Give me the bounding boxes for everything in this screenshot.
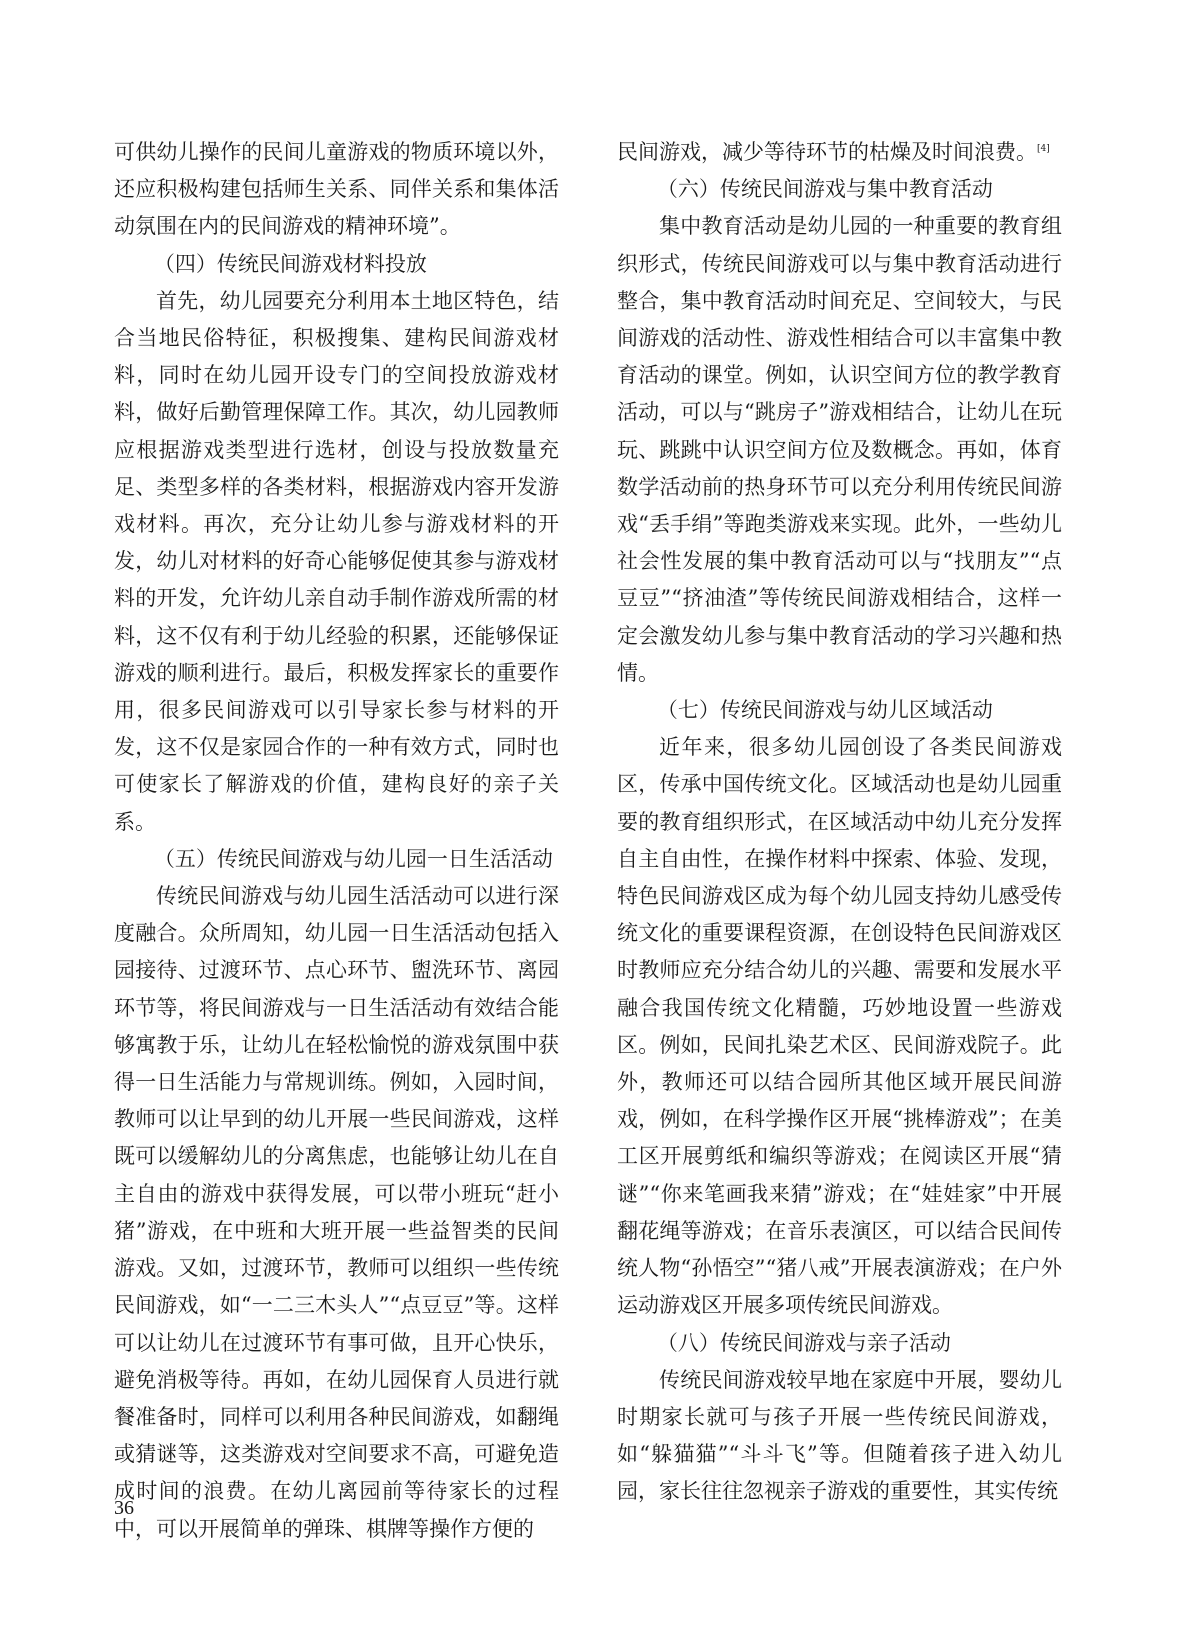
section-heading-8: （八）传统民间游戏与亲子活动 xyxy=(656,1330,951,1355)
paragraph-group-teaching: 集中教育活动是幼儿园的一种重要的教育组织形式，传统民间游戏可以与集中教育活动进行整合，集中教育活动时间充足、空间较大，与民间游戏的活动性、游戏性相结合可以丰富集中教育活动的课堂。例如，认识空间方位的教学教育活动，可以与“跳房子”游戏相结合，让幼儿在玩玩、跳跳中认识空间方位及数概念。再如，体育数学活动前的热身环节可以充分利用传统民间游戏“丢手绢”等跑类游戏来实现。此外，一些幼儿社会性发展的集中教育活动可以与“找朋友”“点豆豆”“挤油渣”等传统民间游戏相结合，这样一定会激发幼儿参与集中教育活动的学习兴趣和热情。 xyxy=(617,214,1062,685)
paragraph-area-activities: 近年来，很多幼儿园创设了各类民间游戏区，传承中国传统文化。区域活动也是幼儿园重要的教育组织形式，在区域活动中幼儿充分发挥自主自由性，在操作材料中探索、体验、发现，特色民间游戏区成为每个幼儿园支持幼儿感受传统文化的重要课程资源，在创设特色民间游戏区时教师应充分结合幼儿的兴趣、需要和发展水平融合我国传统文化精髓，巧妙地设置一些游戏区。例如，民间扎染艺术区、民间游戏院子。此外，教师还可以结合园所其他区域开展民间游戏，例如，在科学操作区开展“挑棒游戏”；在美工区开展剪纸和编织等游戏；在阅读区开展“猜谜”“你来笔画我来猜”游戏；在“娃娃家”中开展翻花绳等游戏；在音乐表演区，可以结合民间传统人物“孙悟空”“猪八戒”开展表演游戏；在户外运动游戏区开展多项传统民间游戏。 xyxy=(617,735,1062,1318)
left-column xyxy=(114,134,559,1548)
citation-reference: [4] xyxy=(1037,144,1050,154)
paragraph-continued: 可供幼儿操作的民间儿童游戏的物质环境以外，还应积极构建包括师生关系、同伴关系和集体活动氛围在内的民间游戏的精神环境”。 xyxy=(114,140,559,239)
page-number: 36 xyxy=(114,1497,134,1519)
section-heading-5: （五）传统民间游戏与幼儿园一日生活活动 xyxy=(153,846,553,871)
paragraph-parent-child: 传统民间游戏较早地在家庭中开展，婴幼儿时期家长就可与孩子开展一些传统民间游戏，如“躲猫猫”“斗斗飞”等。但随着孩子进入幼儿园，家长往往忽视亲子游戏的重要性，其实传统 xyxy=(617,1367,1062,1504)
section-heading-6: （六）传统民间游戏与集中教育活动 xyxy=(656,177,993,202)
paragraph-daily-life-continued xyxy=(617,134,1062,171)
section-heading-4: （四）传统民间游戏材料投放 xyxy=(153,251,427,276)
paragraph-materials: 首先，幼儿园要充分利用本土地区特色，结合当地民俗特征，积极搜集、建构民间游戏材料，同时在幼儿园开设专门的空间投放游戏材料，做好后勤管理保障工作。其次，幼儿园教师应根据游戏类型进行选材，创设与投放数量充足、类型多样的各类材料，根据游戏内容开发游戏材料。再次，充分让幼儿参与游戏材料的开发，幼儿对材料的好奇心能够促使其参与游戏材料的开发，允许幼儿亲自动手制作游戏所需的材料，这不仅有利于幼儿经验的积累，还能够保证游戏的顺利进行。最后，积极发挥家长的重要作用，很多民间游戏可以引导家长参与材料的开发，这不仅是家园合作的一种有效方式，同时也可使家长了解游戏的价值，建构良好的亲子关系。 xyxy=(114,288,559,834)
paragraph-daily-life: 传统民间游戏与幼儿园生活活动可以进行深度融合。众所周知，幼儿园一日生活活动包括入园接待、过渡环节、点心环节、盥洗环节、离园环节等，将民间游戏与一日生活活动有效结合能够寓教于乐，让幼儿在轻松愉悦的游戏氛围中获得一日生活能力与常规训练。例如，入园时间，教师可以让早到的幼儿开展一些民间游戏，这样既可以缓解幼儿的分离焦虑，也能够让幼儿在自主自由的游戏中获得发展，可以带小班玩“赶小猪”游戏，在中班和大班开展一些益智类的民间游戏。又如，过渡环节，教师可以组织一些传统民间游戏，如“一二三木头人”“点豆豆”等。这样可以让幼儿在过渡环节有事可做，且开心快乐，避免消极等待。再如，在幼儿园保育人员进行就餐准备时，同样可以利用各种民间游戏，如翻绳或猜谜等，这类游戏对空间要求不高，可避免造成时间的浪费。在幼儿离园前等待家长的过程中，可以开展简单的弹珠、棋牌等操作方便的 xyxy=(114,884,559,1541)
paragraph-text: 民间游戏，减少等待环节的枯燥及时间浪费。 xyxy=(617,140,1037,164)
right-column xyxy=(617,134,1062,1511)
section-heading-7: （七）传统民间游戏与幼儿区域活动 xyxy=(656,698,993,723)
